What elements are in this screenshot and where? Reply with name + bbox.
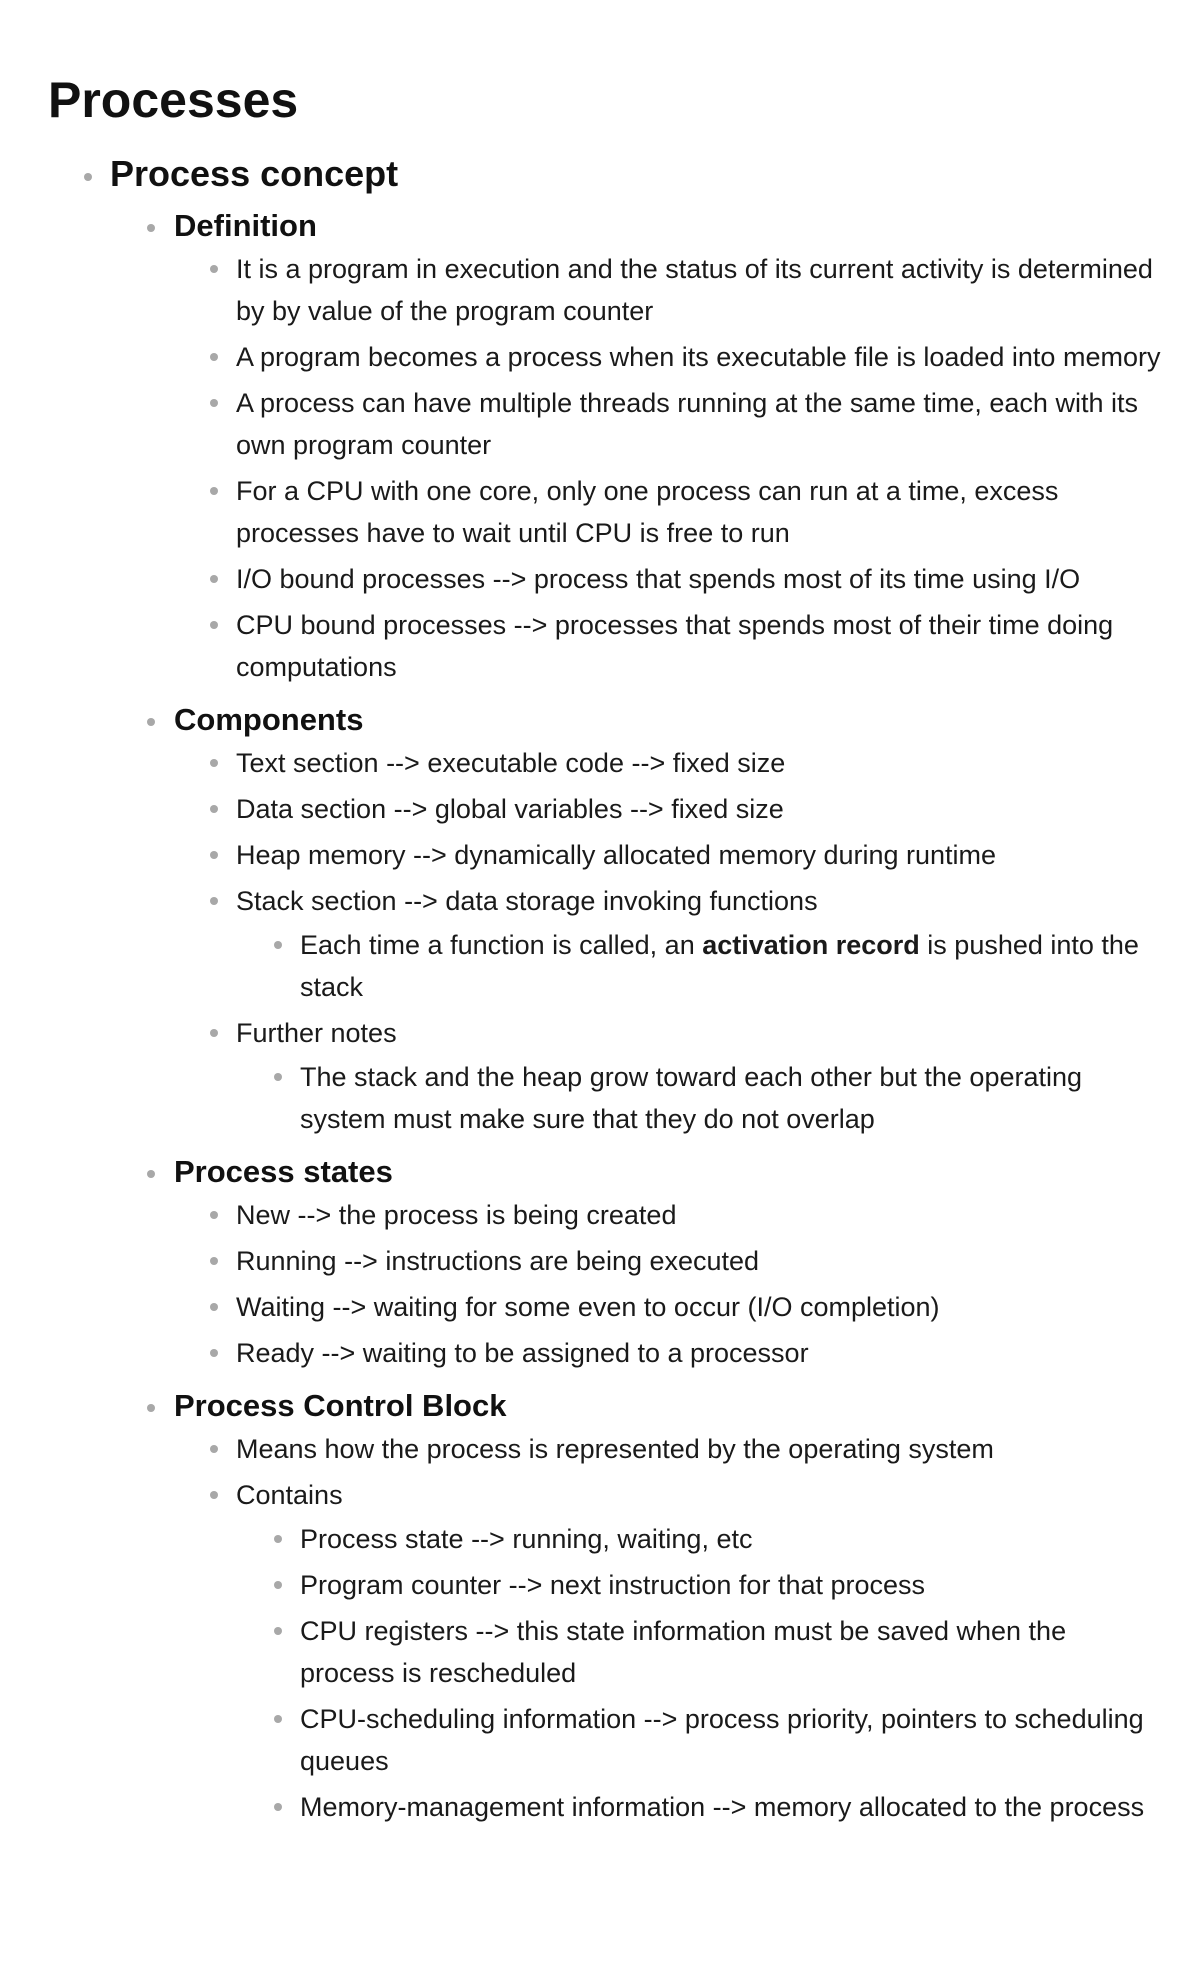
list-item: The stack and the heap grow toward each other but the operating system must make sure that they do not overlap: [300, 1056, 1166, 1140]
pcb-list: [236, 1428, 1200, 1828]
outline-level-1: [110, 148, 1200, 1828]
list-item: Heap memory --> dynamically allocated memory during runtime: [236, 834, 1166, 876]
activation-record-bold: activation record: [702, 930, 920, 960]
list-item-components: [174, 698, 1200, 1140]
list-item: It is a program in execution and the status of its current activity is determined by by value of the program counter: [236, 248, 1166, 332]
list-item: Ready --> waiting to be assigned to a processor: [236, 1332, 1166, 1374]
list-item: Text section --> executable code --> fixed size: [236, 742, 1166, 784]
outline-level-2: [174, 204, 1200, 1828]
subheading-pcb: Process Control Block: [174, 1388, 507, 1423]
list-item-text: Further notes: [236, 1018, 397, 1048]
list-item: CPU-scheduling information --> process priority, pointers to scheduling queues: [300, 1698, 1166, 1782]
contains-sublist: [300, 1518, 1166, 1828]
list-item: I/O bound processes --> process that spends most of its time using I/O: [236, 558, 1166, 600]
list-item: Waiting --> waiting for some even to occur (I/O completion): [236, 1286, 1166, 1328]
further-notes-sublist: [300, 1056, 1166, 1140]
definition-list: [236, 248, 1200, 688]
list-item: For a CPU with one core, only one process can run at a time, excess processes have to wait until CPU is free to run: [236, 470, 1166, 554]
list-item: Means how the process is represented by the operating system: [236, 1428, 1166, 1470]
list-item: A process can have multiple threads running at the same time, each with its own program counter: [236, 382, 1166, 466]
list-item: CPU registers --> this state information must be saved when the process is rescheduled: [300, 1610, 1166, 1694]
list-item-further-notes: [236, 1012, 1166, 1140]
list-item-definition: [174, 204, 1200, 688]
list-item-text: Stack section --> data storage invoking functions: [236, 886, 818, 916]
activation-text-before: Each time a function is called, an: [300, 930, 703, 960]
list-item: A program becomes a process when its executable file is loaded into memory: [236, 336, 1166, 378]
list-item-pcb: [174, 1384, 1200, 1828]
subheading-process-states: Process states: [174, 1154, 393, 1189]
subheading-definition: Definition: [174, 208, 317, 243]
activation-text-after: is pushed into the stack: [300, 930, 1139, 1002]
stack-sublist: [300, 924, 1166, 1008]
section-heading-process-concept: Process concept: [110, 153, 399, 194]
page-title: Processes: [48, 72, 299, 128]
list-item: New --> the process is being created: [236, 1194, 1166, 1236]
components-list: [236, 742, 1200, 1140]
process-states-list: [236, 1194, 1200, 1374]
list-item: Running --> instructions are being executed: [236, 1240, 1166, 1282]
list-item: Data section --> global variables --> fixed size: [236, 788, 1166, 830]
subheading-components: Components: [174, 702, 364, 737]
list-item-process-states: [174, 1150, 1200, 1374]
list-item: Process state --> running, waiting, etc: [300, 1518, 1166, 1560]
list-item-process-concept: [110, 148, 1200, 1828]
list-item: CPU bound processes --> processes that spends most of their time doing computations: [236, 604, 1166, 688]
list-item-stack-section: [236, 880, 1166, 1008]
list-item-activation-record: [300, 924, 1166, 1008]
list-item: Memory-management information --> memory allocated to the process: [300, 1786, 1166, 1828]
list-item-text: Contains: [236, 1480, 343, 1510]
list-item-contains: [236, 1474, 1166, 1828]
list-item: Program counter --> next instruction for that process: [300, 1564, 1166, 1606]
